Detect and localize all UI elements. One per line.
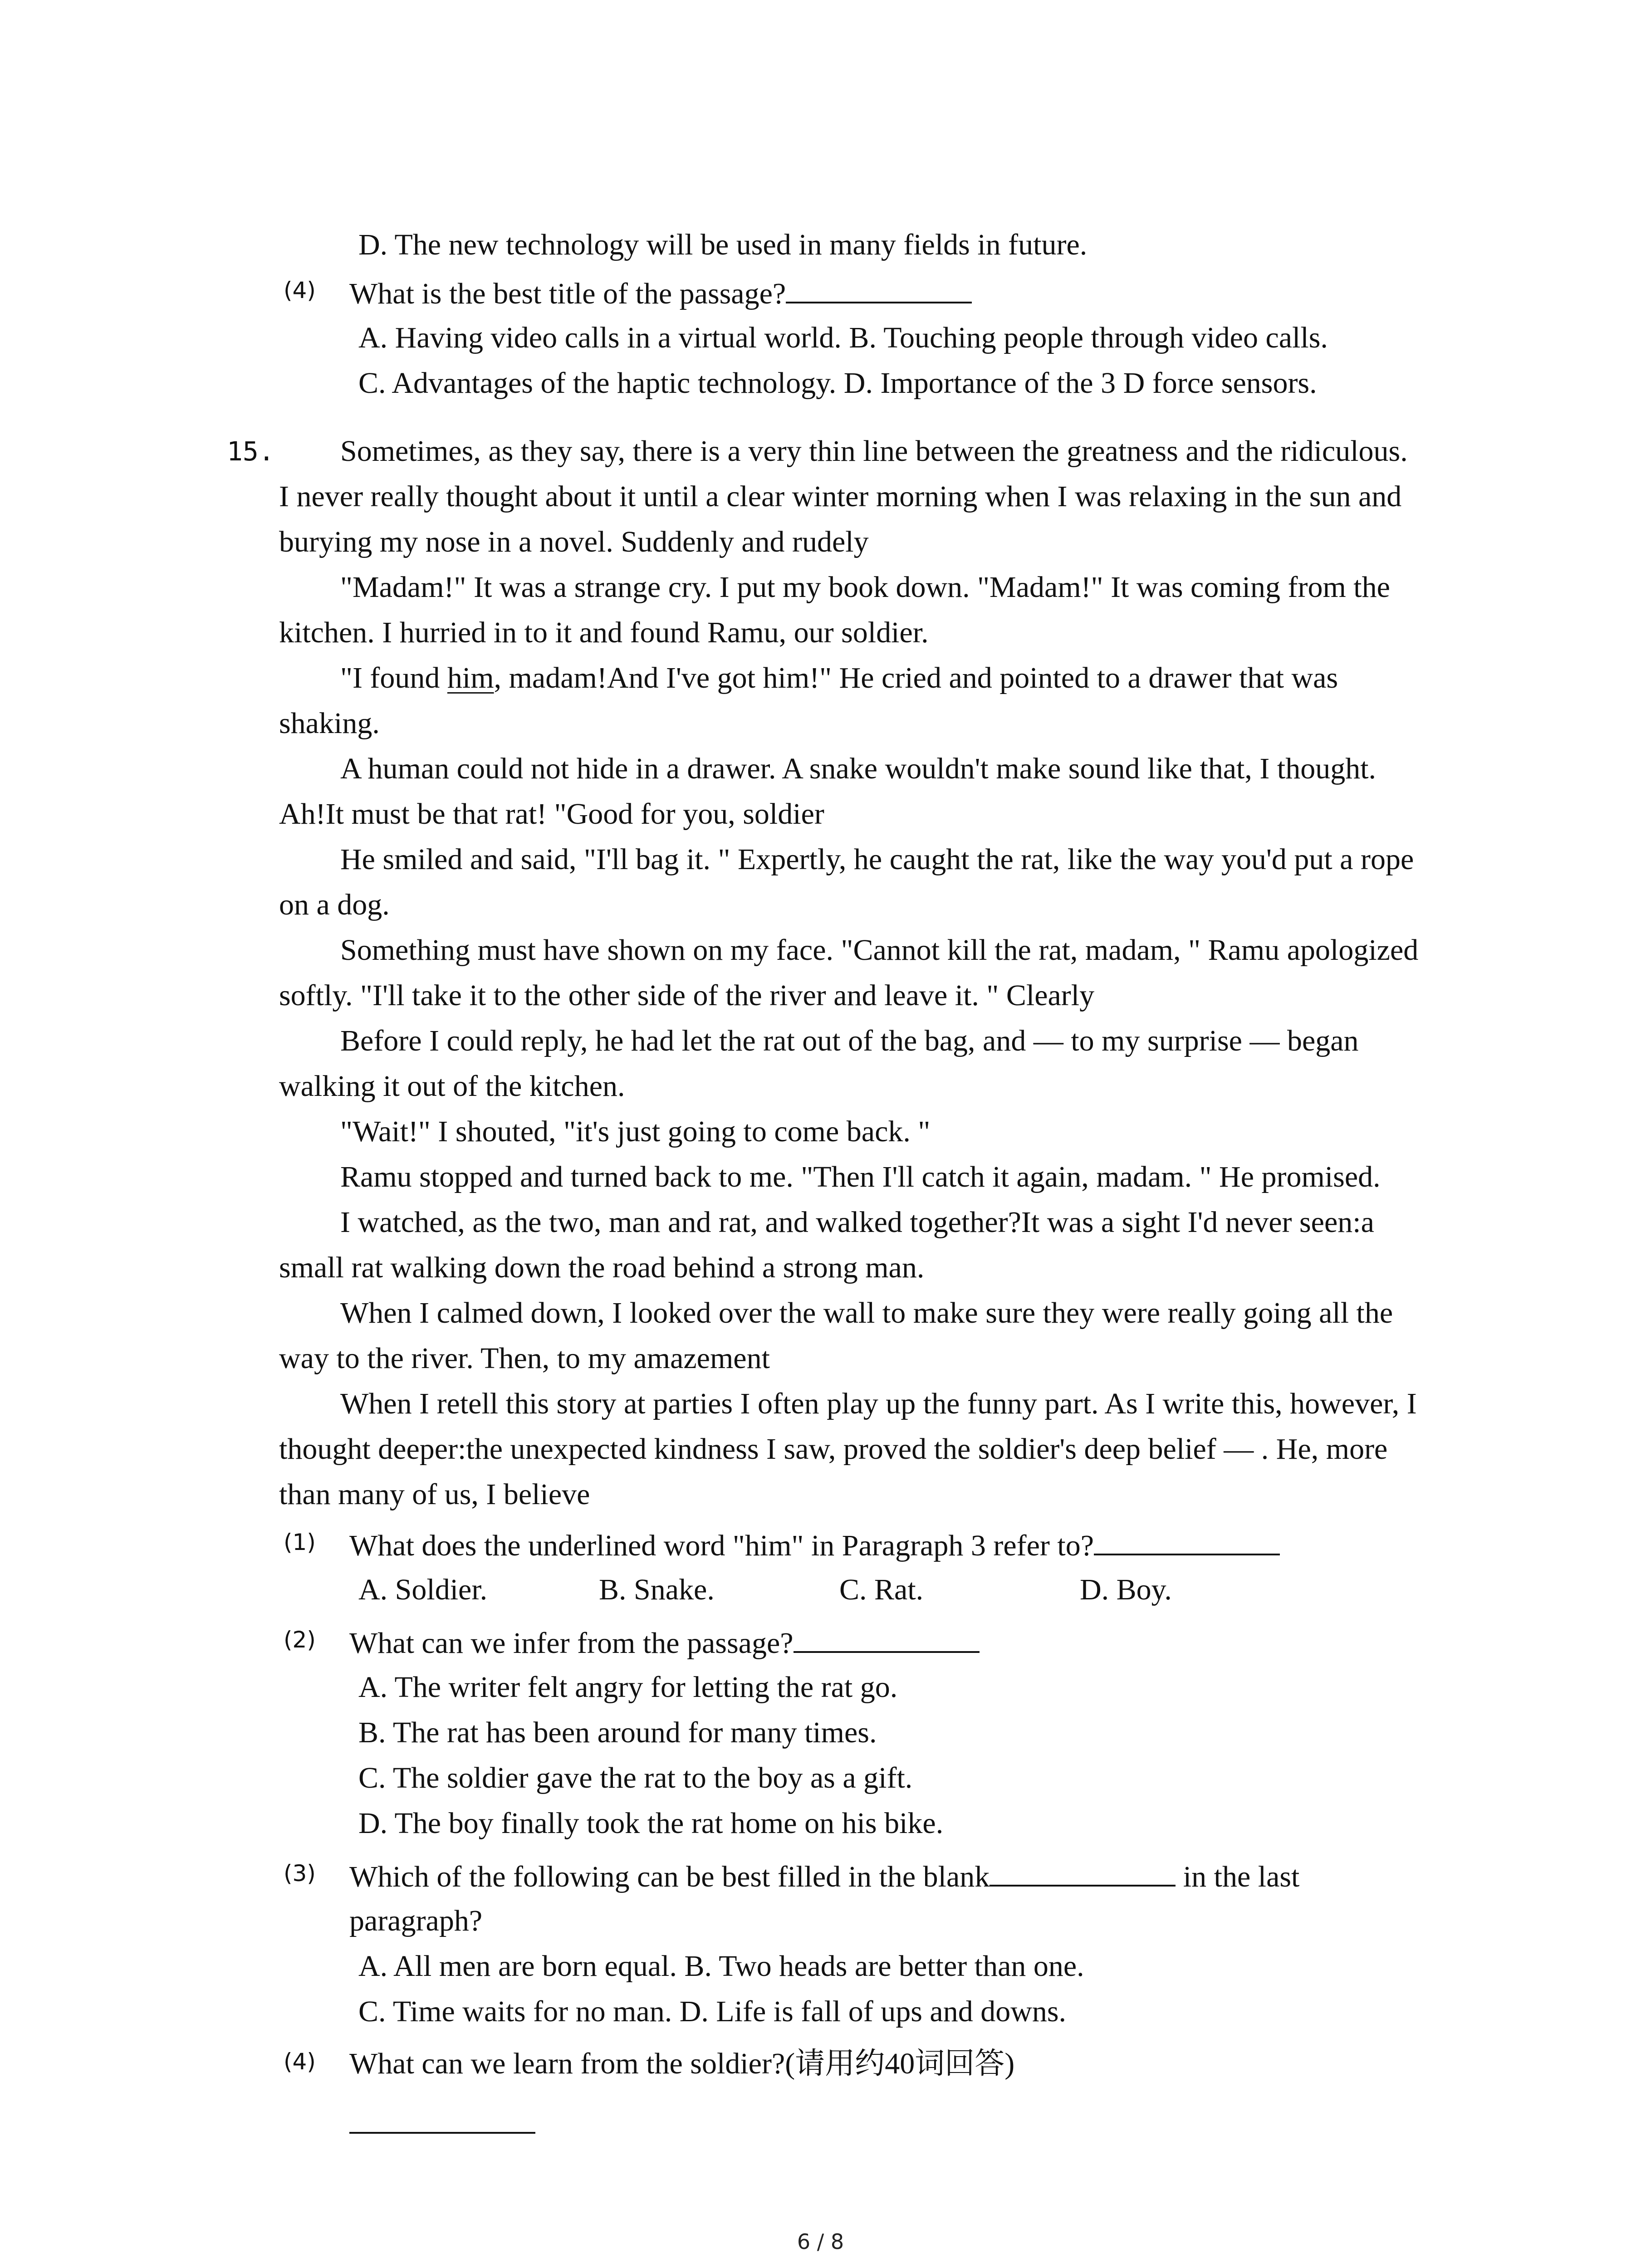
q1-option-d[interactable]: D. Boy. bbox=[1080, 1573, 1172, 1606]
underlined-word-him: him bbox=[447, 661, 494, 694]
q4-number: (4) bbox=[284, 2048, 316, 2075]
passage-line: He smiled and said, "I'll bag it. " Expertly, he caught the rat, like the way you'd put a rope bbox=[340, 843, 1414, 876]
q3-text: Which of the following can be best filled in the blank bbox=[349, 1860, 990, 1893]
prev-q4-options-line2: C. Advantages of the haptic technology. D. Importance of the 3 D force sensors. bbox=[358, 367, 1317, 400]
q2-text: What can we infer from the passage? bbox=[349, 1627, 794, 1660]
q1-options bbox=[358, 1572, 1172, 1608]
passage-number: 15. bbox=[227, 436, 274, 467]
answer-blank[interactable] bbox=[349, 2105, 535, 2134]
answer-blank[interactable] bbox=[1094, 1526, 1280, 1555]
answer-blank[interactable] bbox=[786, 274, 972, 303]
answer-blank[interactable] bbox=[794, 1624, 980, 1653]
q2-option-c[interactable]: C. The soldier gave the rat to the boy as a gift. bbox=[358, 1761, 913, 1794]
q1-option-a[interactable]: A. Soldier. bbox=[358, 1573, 488, 1606]
q3-text-after: in the last bbox=[1176, 1860, 1300, 1893]
q3-question bbox=[349, 1857, 1299, 1895]
passage-line: walking it out of the kitchen. bbox=[279, 1070, 625, 1103]
passage-line: burying my nose in a novel. Suddenly and rudely bbox=[279, 525, 869, 558]
passage-line: Something must have shown on my face. "Cannot kill the rat, madam, " Ramu apologized bbox=[340, 934, 1419, 967]
prev-q4-question bbox=[349, 274, 972, 312]
passage-line-paragraph3 bbox=[340, 660, 1338, 696]
q1-text: What does the underlined word "him" in Paragraph 3 refer to? bbox=[349, 1529, 1094, 1562]
prev-option-d: D. The new technology will be used in many fields in future. bbox=[358, 228, 1087, 261]
passage-line: than many of us, I believe bbox=[279, 1478, 590, 1511]
prev-q4-number: (4) bbox=[284, 277, 316, 303]
q1-option-b[interactable]: B. Snake. bbox=[599, 1573, 715, 1606]
passage-line: on a dog. bbox=[279, 888, 390, 921]
q1-option-c[interactable]: C. Rat. bbox=[839, 1573, 924, 1606]
passage-line: Sometimes, as they say, there is a very thin line between the greatness and the ridiculous. bbox=[340, 435, 1408, 468]
prev-q4-options-line1: A. Having video calls in a virtual world. B. Touching people through video calls. bbox=[358, 321, 1328, 354]
passage-line: Ah!It must be that rat! "Good for you, soldier bbox=[279, 797, 824, 831]
q2-option-a[interactable]: A. The writer felt angry for letting the rat go. bbox=[358, 1671, 898, 1704]
passage-line: thought deeper:the unexpected kindness I saw, proved the soldier's deep belief — . He, more bbox=[279, 1432, 1388, 1466]
passage-line: Before I could reply, he had let the rat out of the bag, and — to my surprise — began bbox=[340, 1024, 1359, 1057]
passage-line: I never really thought about it until a clear winter morning when I was relaxing in the sun and bbox=[279, 480, 1402, 513]
q1-question bbox=[349, 1526, 1280, 1564]
q2-option-d[interactable]: D. The boy finally took the rat home on his bike. bbox=[358, 1807, 944, 1840]
p3-after: , madam!And I've got him!" He cried and pointed to a drawer that was bbox=[494, 661, 1338, 694]
q2-question bbox=[349, 1624, 980, 1662]
q3-text-line2: paragraph? bbox=[349, 1904, 483, 1937]
q2-number: (2) bbox=[284, 1627, 316, 1653]
p3-before: "I found bbox=[340, 661, 447, 694]
q3-options-line1: A. All men are born equal. B. Two heads are better than one. bbox=[358, 1950, 1084, 1983]
q1-number: (1) bbox=[284, 1529, 316, 1555]
q2-option-b[interactable]: B. The rat has been around for many times. bbox=[358, 1716, 877, 1749]
passage-line: "Wait!" I shouted, "it's just going to come back. " bbox=[340, 1115, 931, 1148]
q3-options-line2: C. Time waits for no man. D. Life is fall of ups and downs. bbox=[358, 1995, 1067, 2028]
page-number: 6 / 8 bbox=[797, 2229, 844, 2254]
q4-text: What can we learn from the soldier?(请用约40词回答) bbox=[349, 2047, 1015, 2080]
prev-q4-text: What is the best title of the passage? bbox=[349, 277, 786, 310]
passage-line: When I retell this story at parties I often play up the funny part. As I write this, however, I bbox=[340, 1387, 1417, 1420]
passage-line: When I calmed down, I looked over the wall to make sure they were really going all the bbox=[340, 1296, 1393, 1330]
q3-number: (3) bbox=[284, 1860, 316, 1887]
passage-line: "Madam!" It was a strange cry. I put my book down. "Madam!" It was coming from the bbox=[340, 571, 1390, 604]
passage-line: I watched, as the two, man and rat, and walked together?It was a sight I'd never seen:a bbox=[340, 1206, 1374, 1239]
passage-line: small rat walking down the road behind a strong man. bbox=[279, 1251, 925, 1284]
passage-line: Ramu stopped and turned back to me. "Then I'll catch it again, madam. " He promised. bbox=[340, 1160, 1381, 1193]
passage-line: kitchen. I hurried in to it and found Ramu, our soldier. bbox=[279, 616, 929, 649]
q4-answer-line bbox=[349, 2105, 535, 2142]
answer-blank[interactable] bbox=[989, 1857, 1176, 1887]
passage-line: way to the river. Then, to my amazement bbox=[279, 1342, 770, 1375]
passage-line: softly. "I'll take it to the other side of the river and leave it. " Clearly bbox=[279, 979, 1095, 1012]
passage-line: shaking. bbox=[279, 707, 380, 740]
passage-line: A human could not hide in a drawer. A snake wouldn't make sound like that, I thought. bbox=[340, 752, 1376, 785]
